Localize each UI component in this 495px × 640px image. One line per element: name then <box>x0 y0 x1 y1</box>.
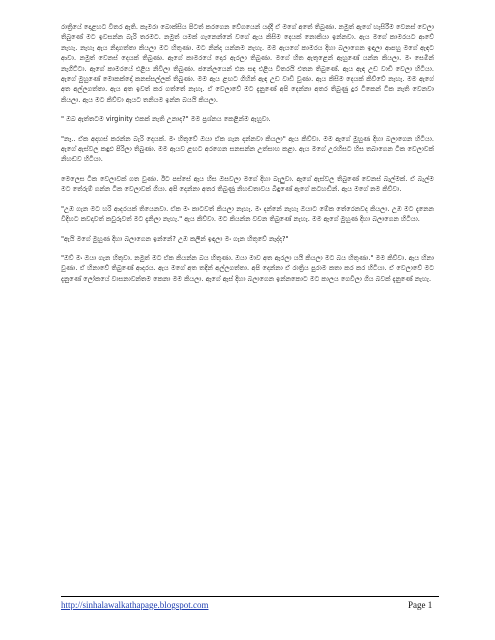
footer-blog-link[interactable]: http://sinhalawalkathapage.blogspot.com <box>61 600 209 610</box>
paragraph-2: " ඔබ ඇත්තටම virginity එකක් නැති උනාද?" මම ප්‍රශ්නය කෙළින්ම ඇහුවා. <box>61 115 271 124</box>
footer-divider <box>61 596 439 597</box>
paragraph-5: "උඹ ගැන මට හරි ආදරයක් තියෙනවා. ඒක මං කාටවත් කියලා නැහැ. මං දන්නේ නැහැ ඔයාට මේක තේරෙනවද කියලා. උඹ මට දැනෙන විදිහට කවදාවත් කවුරුවත් මට දැනිලා නැහැ." ඇය කිව්වා. මට කියන්න වචන තිබුණේ නැහැ. මම ඇගේ මුහුණ දිහා බලාගෙන හිටියා. <box>61 204 434 224</box>
paragraph-7: "ඔව් මං ඔයා ගැන හිතුවා. නමුත් මට ඒක කියන්න බය හිතුණා. ඔයා මාව අත ඇරලා යයි කියලා මට බය හිතුණා." මම කිව්වා. ඇය හිනා වුණා. ඒ හිනාවේ තිබුණේ ආදරය. ඇය මගේ අත තදින් අල්ලගත්තා. අපි දෙන්නා ඒ රාත්‍රිය පුරාම කතා කර කර හිටියා. ඒ වෙලාවේ මට දැනුණේ ලෝකයේ වාසනාවන්තම කෙනා මම කියලා. ඇගේ ඇස් දිහා බලාගෙන ඉන්නකොට මට කාලය ගෙවිලා ගිය බවක් දැනුණේ නැහැ. <box>61 253 434 283</box>
paragraph-1: රාත්‍රියේ දොළහට විතර ඇති. කැමරා බොක්සිය පිටත් කරගෙන වේගයෙන් යද්දී ඒ මගේ අතේ තිබුණා. නමුත් ඇගේ හැසිරීම වෙනස් වෙලා තිබුණේ මට ඉවසන්න බැරි තරමට. නමුත් යමක් ගැනෙන්නේ වගේ ඇය කිසිම දෙයක් නොකියා ඉන්නවා. ඇය මගේ කාමරයට ආවේ නැහැ. නැහැ ඇය නිදාගත්තා කියලා මට හිතුණා. මට නින්ද යන්නම නැහැ. මම ඇයගේ කාමරය දිහා බලාගෙන ඉඳලා ආපහු මගේ ඇඳට ආවා. නමුත් වෙනස් දෙයක් තිබුණා. ඇගේ කාමරයේ දොර ඇරලා තිබුණා. මගේ හිත ඇතුළෙන් ඇහුණේ යන්න කියලා. මං සෙමින් නැගිට්ටා. ඇගේ කාමරයේ එළිය නිවිලා තිබුණා. ජනේලයෙන් එන සඳ එළිය විතරයි එතන තිබුණේ. ඇය ඇඳ උඩ වාඩි වෙලා හිටියා. ඇගේ මුහුණේ මොකක්දෝ කනස්සල්ලක් තිබුණා. මම ඇය ළඟට ගිහින් ඇඳ උඩ වාඩි වුණා. ඇය කිසිම දෙයක් කිව්වේ නැහැ. මම ඇගේ අත අල්ලගත්තා. ඇය අත ඉවත් කර ගත්තේ නැහැ. ඒ වෙලාවේ මට දැනුණේ අපි දෙන්නා අතර තිබුණු දුර ටිකෙන් ටික නැති වෙනවා කියලා. ඇය මට කිව්වා ඇයට තනියම ඉන්න බයයි කියලා. <box>61 23 434 104</box>
paragraph-4: මෙලෙස ටික වෙලාවක් ගත වුණා. ඊට පස්සේ ඇය හිස ඔසවලා මගේ දිහා බැලුවා. ඇගේ ඇස්වල තිබුණේ වෙනස් බැල්මක්. ඒ බැල්ම මට තේරුම් ගන්න ටික වෙලාවක් ගියා. අපි දෙන්නා අතර තිබුණු නිහඬතාවය බිඳුණේ ඇගේ කටහඬින්. ඇය මගේ නම කිව්වා. <box>61 174 434 194</box>
story-text <box>61 22 434 582</box>
paragraph-6: "ඇයි මගේ මුහුණ දිහා බලාගෙන ඉන්නේ? උඹ කලින් ඉඳලා මං ගැන හිතුවේ නැද්ද?" <box>61 234 289 243</box>
paragraph-3: "නෑ.. ඒක අදහස් කරන්න බැරි දෙයක්. මං හිතුවේ ඔයා ඒක ගැන දන්නවා කියලා" ඇය කිව්වා. මම ඇගේ මුහුණ දිහා බලාගෙන හිටියා. ඇගේ ඇස්වල කඳුළු පිරිලා තිබුණා. මම ඇයව ළඟට අරගෙන සනසන්න උත්සාහ කළා. ඇය මගේ උරහිසට හිස තබාගෙන ටික වෙලාවක් නිහඬව හිටියා. <box>61 134 434 164</box>
page-number: Page 1 <box>408 600 433 610</box>
